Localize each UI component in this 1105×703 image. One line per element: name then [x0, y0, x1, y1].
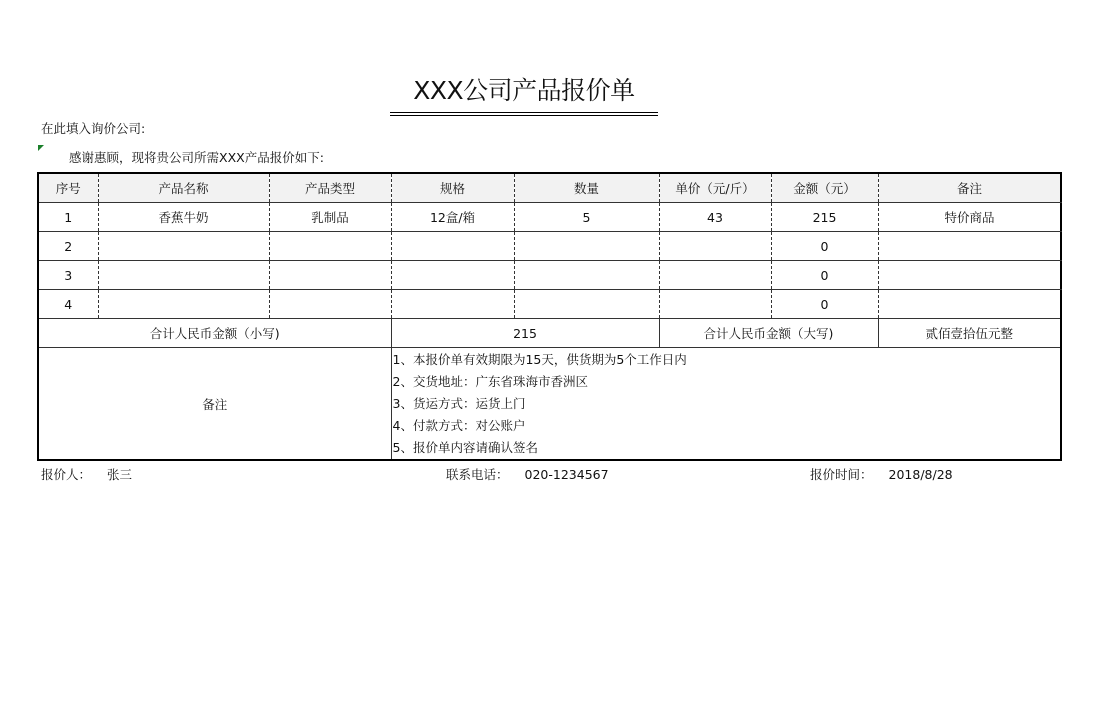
table-row — [38, 290, 1061, 319]
note-line: 5、报价单内容请确认签名 — [392, 440, 538, 455]
table-cell[interactable] — [514, 232, 659, 261]
table-header-row — [38, 173, 1061, 203]
notes-content[interactable] — [391, 348, 1061, 461]
table-cell[interactable]: 0 — [771, 232, 878, 261]
table-cell[interactable] — [878, 290, 1061, 319]
table-cell[interactable]: 特价商品 — [878, 203, 1061, 232]
total-lowercase-label: 合计人民币金额（小写) — [38, 319, 391, 348]
date-field — [810, 466, 953, 484]
table-cell[interactable]: 4 — [38, 290, 98, 319]
title-underline-bottom — [390, 115, 658, 116]
table-cell[interactable] — [98, 261, 269, 290]
note-line: 4、付款方式：对公账户 — [392, 418, 526, 433]
table-cell[interactable] — [514, 261, 659, 290]
table-cell[interactable] — [391, 261, 514, 290]
table-row — [38, 203, 1061, 232]
quoter-value[interactable]: 张三 — [107, 467, 133, 482]
total-uppercase-value[interactable]: 贰佰壹拾伍元整 — [878, 319, 1061, 348]
notes-label: 备注 — [38, 348, 391, 461]
note-line: 3、货运方式：运货上门 — [392, 396, 526, 411]
table-cell[interactable]: 1 — [38, 203, 98, 232]
table-cell[interactable] — [391, 232, 514, 261]
table-cell[interactable]: 2 — [38, 232, 98, 261]
note-line: 2、交货地址：广东省珠海市香洲区 — [392, 374, 588, 389]
table-cell[interactable]: 香蕉牛奶 — [98, 203, 269, 232]
header-cell-quantity: 数量 — [514, 173, 659, 203]
table-cell[interactable] — [659, 290, 771, 319]
note-line: 1、本报价单有效期限为15天，供货期为5个工作日内 — [392, 352, 687, 367]
quote-table — [37, 172, 1062, 461]
cell-comment-marker — [38, 145, 44, 151]
header-cell-product-name: 产品名称 — [98, 173, 269, 203]
quoter-field — [41, 466, 132, 484]
phone-value[interactable]: 020-1234567 — [524, 467, 609, 482]
date-value[interactable]: 2018/8/28 — [888, 467, 953, 482]
table-cell[interactable] — [269, 290, 391, 319]
quoter-label: 报价人： — [41, 467, 92, 482]
document-title: XXX公司产品报价单 — [413, 76, 635, 105]
table-row — [38, 261, 1061, 290]
phone-field — [446, 466, 609, 484]
table-row — [38, 232, 1061, 261]
table-cell[interactable]: 43 — [659, 203, 771, 232]
greeting-text: 感谢惠顾，现将贵公司所需XXX产品报价如下: — [69, 150, 324, 165]
table-cell[interactable] — [269, 261, 391, 290]
total-lowercase-value[interactable]: 215 — [391, 319, 659, 348]
header-cell-unit-price: 单价（元/斤） — [659, 173, 771, 203]
table-cell[interactable] — [659, 261, 771, 290]
phone-label: 联系电话： — [446, 467, 509, 482]
table-cell[interactable]: 12盒/箱 — [391, 203, 514, 232]
header-cell-amount: 金额（元） — [771, 173, 878, 203]
table-cell[interactable] — [878, 261, 1061, 290]
table-cell[interactable]: 3 — [38, 261, 98, 290]
table-cell[interactable]: 乳制品 — [269, 203, 391, 232]
table-cell[interactable] — [391, 290, 514, 319]
table-cell[interactable]: 215 — [771, 203, 878, 232]
table-cell[interactable] — [98, 232, 269, 261]
table-cell[interactable]: 5 — [514, 203, 659, 232]
table-cell[interactable]: 0 — [771, 261, 878, 290]
header-cell-product-type: 产品类型 — [269, 173, 391, 203]
table-cell[interactable] — [98, 290, 269, 319]
table-cell[interactable] — [269, 232, 391, 261]
header-cell-spec: 规格 — [391, 173, 514, 203]
totals-row — [38, 319, 1061, 348]
notes-row — [38, 348, 1061, 461]
header-cell-index: 序号 — [38, 173, 98, 203]
header-cell-remark: 备注 — [878, 173, 1061, 203]
table-cell[interactable]: 0 — [771, 290, 878, 319]
inquiry-company-label[interactable]: 在此填入询价公司: — [41, 121, 146, 136]
table-cell[interactable] — [878, 232, 1061, 261]
date-label: 报价时间： — [810, 467, 873, 482]
table-cell[interactable] — [514, 290, 659, 319]
table-cell[interactable] — [659, 232, 771, 261]
title-underline-top — [390, 112, 658, 113]
total-uppercase-label: 合计人民币金额（大写) — [659, 319, 878, 348]
